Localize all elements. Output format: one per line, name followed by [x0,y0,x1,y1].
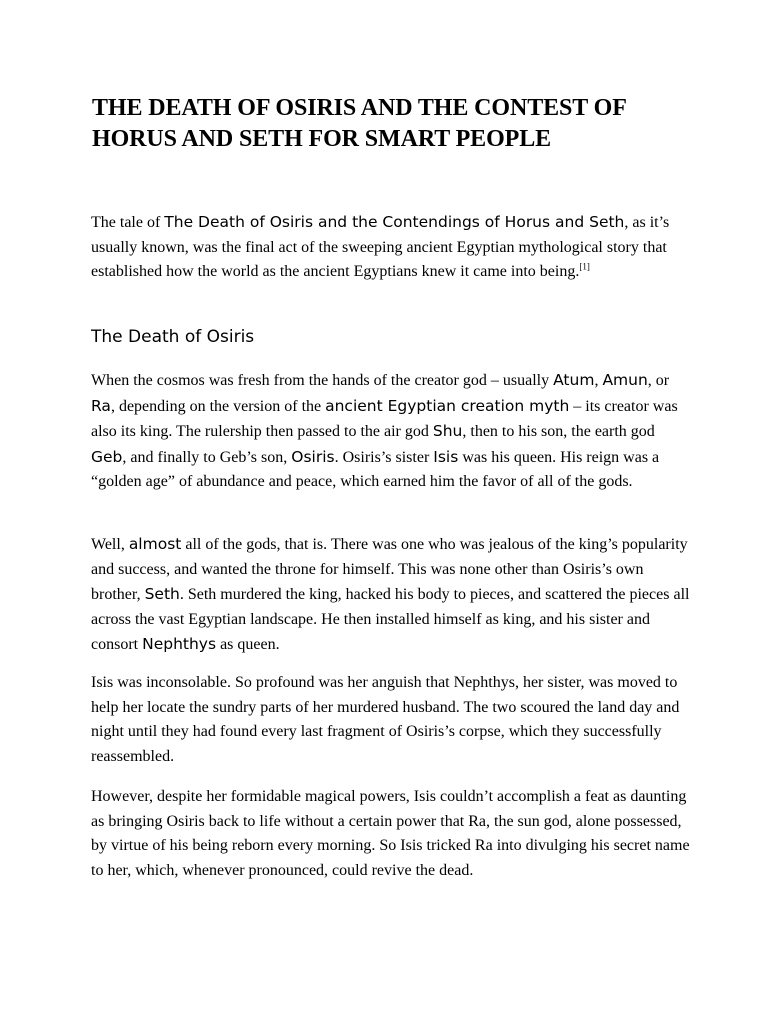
seth-link[interactable]: Seth [144,585,180,603]
p1-text-6: . Osiris’s sister [334,448,434,466]
intro-paragraph [91,210,691,285]
almost-link[interactable]: almost [128,535,182,553]
section-heading: The Death of Osiris [91,327,255,347]
p2-text-3: . Seth murdered the king, hacked his body to pieces, and scattered the pieces all across the vast Egyptian landscape. He then installed himself as king, and his sister and consort [91,586,690,653]
geb-link[interactable]: Geb [91,447,123,466]
p1-text-3: – its creator was also its king. The rulership then passed to the air god [91,397,678,440]
p1-text-7: was his queen. His reign was a “golden age” of abundance and peace, which earned him the favor of all of the gods. [91,448,660,490]
body-paragraph-3: Isis was inconsolable. So profound was her anguish that Nephthys, her sister, was moved to help her locate the sundry parts of her murdered husband. The two scoured the land day and night until they had found every last fragment of Osiris’s corpse, which they successfully reassembled. [91,674,680,765]
document-title: THE DEATH OF OSIRIS AND THE CONTEST OF HORUS AND SETH FOR SMART PEOPLE [92,95,626,152]
p1-text-2: , depending on the version of the [110,397,326,415]
tale-title-link[interactable]: The Death of Osiris and the Contendings of Horus and Seth [164,213,625,231]
body-paragraph-2 [91,532,691,658]
body-paragraph-1 [91,368,691,495]
p2-text-4: as queen. [216,636,280,653]
intro-text-2: , as it’s usually known, was the final act of the sweeping ancient Egyptian mythological story that established how the world as the ancient Egyptians knew it came into being. [91,214,670,280]
footnote-ref[interactable]: [1] [579,261,590,272]
p1-sep-1: , [594,372,603,389]
shu-link[interactable]: Shu [432,422,463,440]
osiris-link[interactable]: Osiris [291,447,335,466]
intro-text-1: The tale of [91,214,165,231]
p1-sep-2: , or [647,372,670,389]
nephthys-link[interactable]: Nephthys [142,635,217,653]
atum-link[interactable]: Atum [553,371,595,389]
p1-text-1: When the cosmos was fresh from the hands of the creator god – usually [91,372,554,389]
p2-text-1: Well, [91,536,129,553]
p2-text-2: all of the gods, that is. There was one who was jealous of the king’s popularity and success, and wanted the throne for himself. This was none other than Osiris’s own brother, [91,536,688,603]
p1-text-4: , then to his son, the earth god [462,423,655,440]
body-paragraph-4: However, despite her formidable magical powers, Isis couldn’t accomplish a feat as daunting as bringing Osiris back to life without a certain power that Ra, the sun god, alone possessed, by virtue of his being reborn every morning. So Isis tricked Ra into divulging his secret name to her, which, whenever pronounced, could revive the dead. [91,788,690,879]
ra-link[interactable]: Ra [91,396,111,415]
isis-link[interactable]: Isis [433,447,459,466]
amun-link[interactable]: Amun [602,371,648,389]
creation-myth-link[interactable]: ancient Egyptian creation myth [325,396,570,415]
p1-text-5: , and finally to Geb’s son, [122,448,292,466]
